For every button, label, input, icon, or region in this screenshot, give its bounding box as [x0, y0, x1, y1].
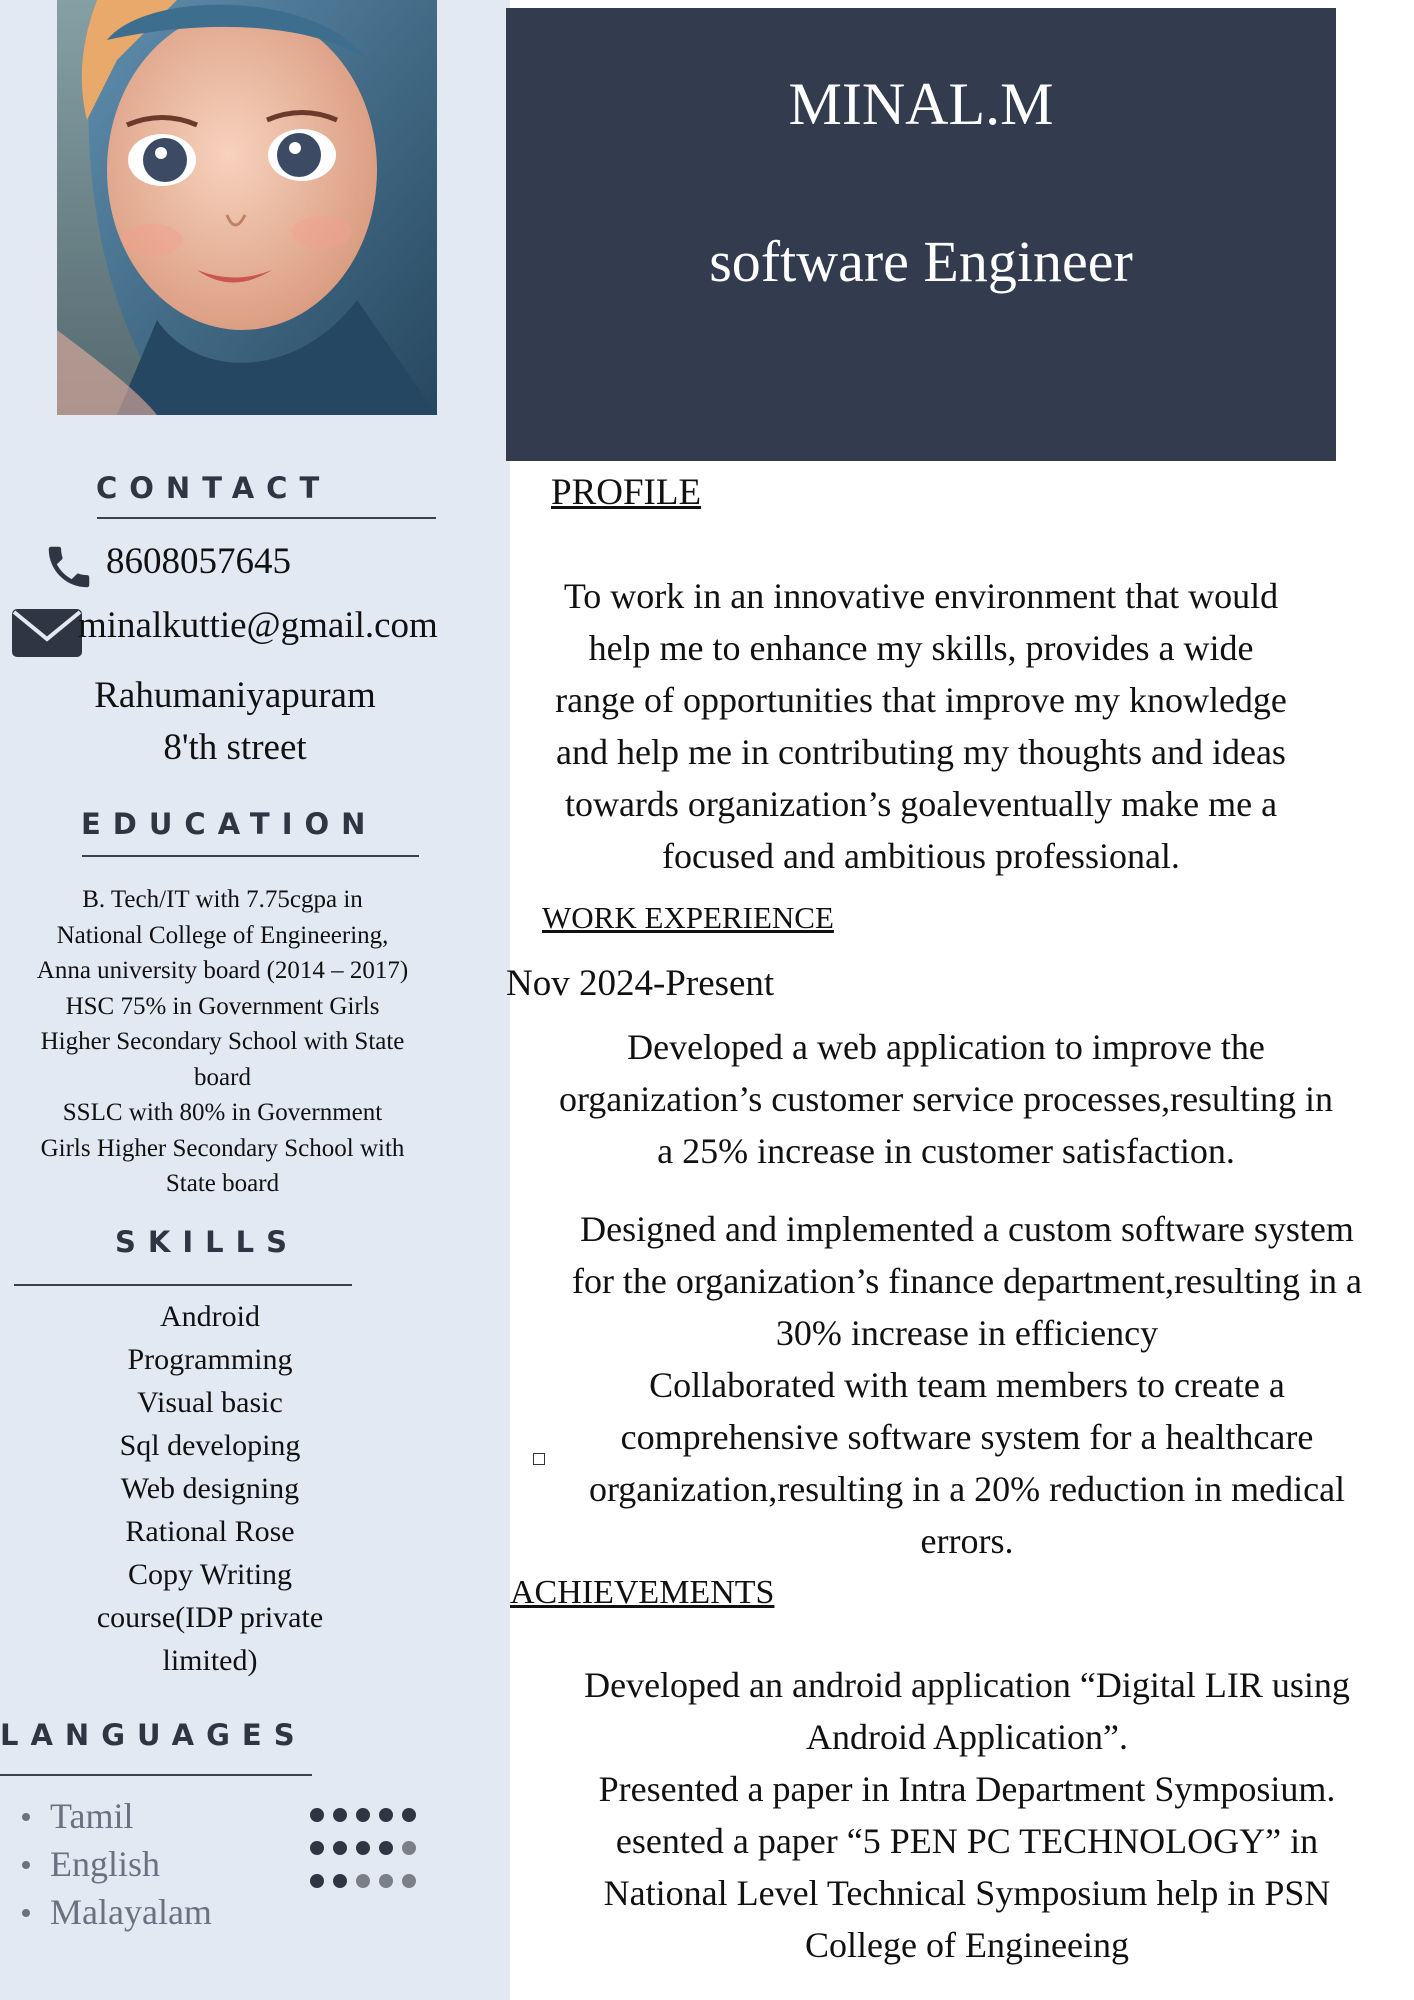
education-line: HSC 75% in Government Girls — [65, 992, 380, 1020]
skills-divider — [14, 1284, 352, 1286]
achievement-line: National Level Technical Symposium help in PSN — [603, 1873, 1331, 1913]
skills-list — [60, 1295, 360, 1682]
language-item: Malayalam — [18, 1888, 212, 1936]
work-line: Developed a web application to improve the — [627, 1027, 1265, 1067]
proficiency-dot — [356, 1841, 370, 1855]
phone-number: 8608057645 — [106, 541, 291, 582]
language-item: English — [18, 1840, 212, 1888]
address-line: Rahumaniyapuram — [94, 675, 376, 716]
profile-line: and help me in contributing my thoughts and ideas — [556, 732, 1286, 772]
language-item: Tamil — [18, 1792, 212, 1840]
profile-line: help me to enhance my skills, provides a wide — [588, 628, 1254, 668]
languages-list — [18, 1792, 212, 1936]
proficiency-dot — [333, 1808, 347, 1822]
proficiency-dot — [333, 1841, 347, 1855]
candidate-name: MINAL.M — [788, 71, 1054, 137]
proficiency-dot — [356, 1874, 370, 1888]
proficiency-dot — [310, 1841, 324, 1855]
work-paragraph-2 — [520, 1203, 1414, 1567]
skill-item: Android — [160, 1300, 260, 1333]
achievements-heading: ACHIEVEMENTS — [510, 1574, 775, 1611]
education-line: board — [194, 1063, 251, 1091]
language-dot-row — [310, 1808, 425, 1841]
work-line: Designed and implemented a custom software system — [580, 1209, 1354, 1249]
work-period: Nov 2024-Present — [506, 963, 775, 1004]
proficiency-dot — [379, 1808, 393, 1822]
profile-line: To work in an innovative environment that would — [563, 576, 1279, 616]
skill-item: Sql developing — [119, 1429, 301, 1462]
languages-divider — [0, 1774, 312, 1776]
proficiency-dot — [333, 1874, 347, 1888]
skill-item: Web designing — [120, 1472, 300, 1505]
language-dot-row — [310, 1841, 425, 1874]
work-line: a 25% increase in customer satisfaction. — [657, 1131, 1235, 1171]
work-line: organization’s customer service processes,resulting in — [558, 1079, 1334, 1119]
profile-photo — [57, 0, 437, 415]
skill-item: limited) — [162, 1644, 258, 1677]
proficiency-dot — [356, 1808, 370, 1822]
education-divider — [82, 855, 419, 857]
education-details — [10, 882, 435, 1202]
profile-heading: PROFILE — [551, 472, 702, 513]
proficiency-dot — [310, 1874, 324, 1888]
work-line: Collaborated with team members to create a — [649, 1365, 1285, 1405]
job-title: software Engineer — [709, 229, 1133, 294]
skill-item: Copy Writing — [127, 1558, 293, 1591]
skill-item: Programming — [127, 1343, 293, 1376]
proficiency-dot — [379, 1841, 393, 1855]
achievement-line: Android Application”. — [806, 1717, 1128, 1757]
achievement-line: Developed an android application “Digital LIR using — [584, 1665, 1350, 1705]
work-experience-heading: WORK EXPERIENCE — [542, 900, 834, 935]
work-line: organization,resulting in a 20% reduction in medical — [588, 1469, 1346, 1509]
education-line: Girls Higher Secondary School with — [40, 1134, 405, 1162]
email-address: minalkuttie@gmail.com — [78, 605, 438, 646]
contact-divider — [97, 517, 436, 519]
contact-heading: CONTACT — [96, 471, 332, 505]
education-line: B. Tech/IT with 7.75cgpa in — [82, 886, 363, 913]
skills-heading: SKILLS — [115, 1225, 299, 1259]
skill-item: course(IDP private — [96, 1601, 324, 1634]
proficiency-dot — [402, 1841, 416, 1855]
work-line: errors. — [920, 1521, 1014, 1561]
skill-item: Rational Rose — [125, 1515, 295, 1548]
education-heading: EDUCATION — [81, 807, 378, 841]
education-line: Anna university board (2014 – 2017) — [36, 957, 409, 984]
work-line: comprehensive software system for a healthcare — [620, 1417, 1314, 1457]
profile-line: range of opportunities that improve my knowledge — [555, 680, 1287, 720]
email-icon — [12, 609, 82, 662]
profile-line: focused and ambitious professional. — [662, 836, 1180, 876]
language-proficiency-dots — [310, 1808, 425, 1907]
profile-line: towards organization’s goaleventually make me a — [564, 784, 1278, 824]
education-line: Higher Secondary School with State — [40, 1028, 405, 1055]
proficiency-dot — [379, 1874, 393, 1888]
proficiency-dot — [402, 1874, 416, 1888]
address-line: 8'th street — [163, 727, 307, 768]
education-line: National College of Engineering, — [56, 921, 389, 949]
address — [40, 670, 430, 774]
skill-item: Visual basic — [137, 1386, 283, 1419]
header-banner — [506, 8, 1336, 461]
language-dot-row — [310, 1874, 425, 1907]
achievement-line: Presented a paper in Intra Department Symposium. — [598, 1769, 1336, 1809]
profile-text — [506, 570, 1336, 882]
work-paragraph-1 — [506, 1021, 1386, 1177]
proficiency-dot — [310, 1808, 324, 1822]
achievement-line: College of Engineeing — [805, 1925, 1129, 1965]
work-line: for the organization’s finance department,resulting in a — [571, 1261, 1363, 1301]
proficiency-dot — [402, 1808, 416, 1822]
education-line: State board — [165, 1170, 280, 1197]
achievement-line: esented a paper “5 PEN PC TECHNOLOGY” in — [615, 1821, 1319, 1861]
education-line: SSLC with 80% in Government — [62, 1099, 383, 1126]
work-line: 30% increase in efficiency — [775, 1313, 1159, 1353]
phone-icon — [42, 540, 96, 599]
achievements-text — [520, 1659, 1414, 1971]
languages-heading: LANGUAGES — [0, 1718, 307, 1752]
